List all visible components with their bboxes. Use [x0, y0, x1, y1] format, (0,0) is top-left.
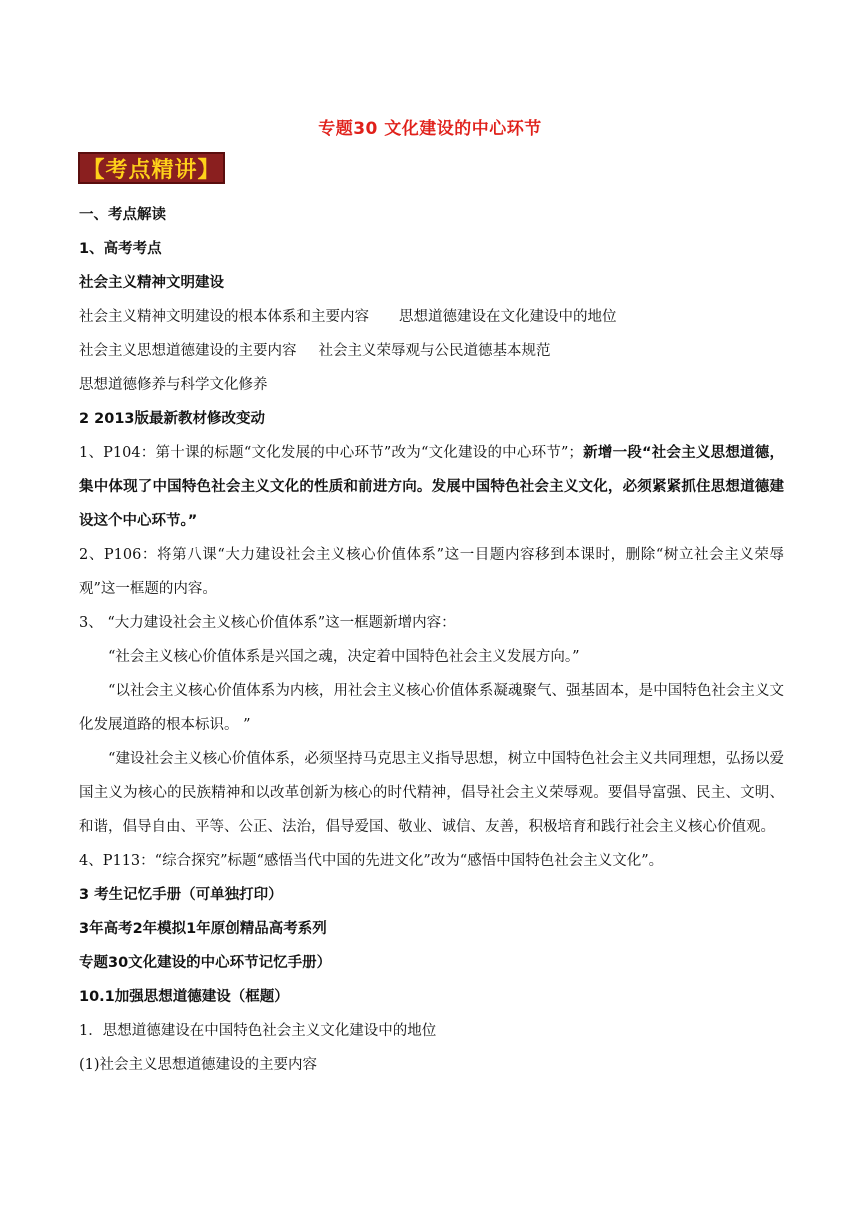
point-item: 思想道德建设在文化建设中的地位	[399, 309, 617, 325]
quote-2: “以社会主义核心价值体系为内核，用社会主义核心价值体系凝魂聚气、强基固本，是中国特色社会主义文化发展道路的根本标识。 ”	[79, 683, 784, 733]
heading-spiritual-civilization: 社会主义精神文明建设	[79, 275, 224, 291]
page-title: 专题30 文化建设的中心环节	[318, 119, 542, 139]
change-item-2: 2、P106：将第八课“大力建设社会主义核心价值体系”这一目题内容移到本课时，删除“树立社会主义荣辱观”这一框题的内容。	[79, 547, 784, 597]
quote-3: “建设社会主义核心价值体系，必须坚持马克思主义指导思想，树立中国特色社会主义共同理想，弘扬以爱国主义为核心的民族精神和以改革创新为核心的时代精神，倡导社会主义荣辱观。要倡导富强、民主、文明、和谐，倡导自由、平等、公正、法治，倡导爱国、敬业、诚信、友善，积极培育和践行社会主义核心价值观。	[79, 751, 784, 835]
point-line-1	[79, 300, 784, 334]
point-item: 社会主义精神文明建设的根本体系和主要内容	[79, 309, 369, 325]
heading-framework: 10.1加强思想道德建设（框题）	[79, 989, 289, 1005]
heading-textbook-changes: 2 2013版最新教材修改变动	[79, 411, 265, 427]
handbook-point-1: 1．思想道德建设在中国特色社会主义文化建设中的地位	[79, 1023, 437, 1039]
heading-handbook-title: 专题30文化建设的中心环节记忆手册）	[79, 955, 332, 971]
handbook-point-1-sub: (1)社会主义思想道德建设的主要内容	[79, 1057, 318, 1073]
change-item-4: 4、P113：“综合探究”标题“感悟当代中国的先进文化”改为“感悟中国特色社会主义文化”。	[79, 853, 664, 869]
change-item-1-text: 1、P104：第十课的标题“文化发展的中心环节”改为“文化建设的中心环节”；	[79, 445, 583, 461]
point-item: 社会主义思想道德建设的主要内容	[79, 343, 297, 359]
point-line-3: 思想道德修养与科学文化修养	[79, 377, 268, 393]
section-banner: 【考点精讲】	[78, 152, 225, 184]
quote-1: “社会主义核心价值体系是兴国之魂，决定着中国特色社会主义发展方向。”	[108, 649, 580, 665]
change-item-3: 3、 “大力建设社会主义核心价值体系”这一框题新增内容：	[79, 615, 456, 631]
heading-memory-handbook: 3 考生记忆手册（可单独打印）	[79, 887, 283, 903]
change-item-1	[79, 436, 784, 538]
heading-exam-points: 1、高考考点	[79, 241, 162, 257]
document-body	[79, 198, 784, 1082]
point-line-2	[79, 334, 784, 368]
point-item: 社会主义荣辱观与公民道德基本规范	[318, 343, 551, 359]
change-item-1-bold: 新增一段“社会主义思想道德，集中体现了中国特色社会主义文化的性质和前进方向。发展中国特色社会主义文化，必须紧紧抓住思想道德建设这个中心环节。”	[79, 445, 784, 529]
heading-exam-analysis: 一、考点解读	[79, 207, 166, 223]
heading-series: 3年高考2年模拟1年原创精品高考系列	[79, 921, 327, 937]
